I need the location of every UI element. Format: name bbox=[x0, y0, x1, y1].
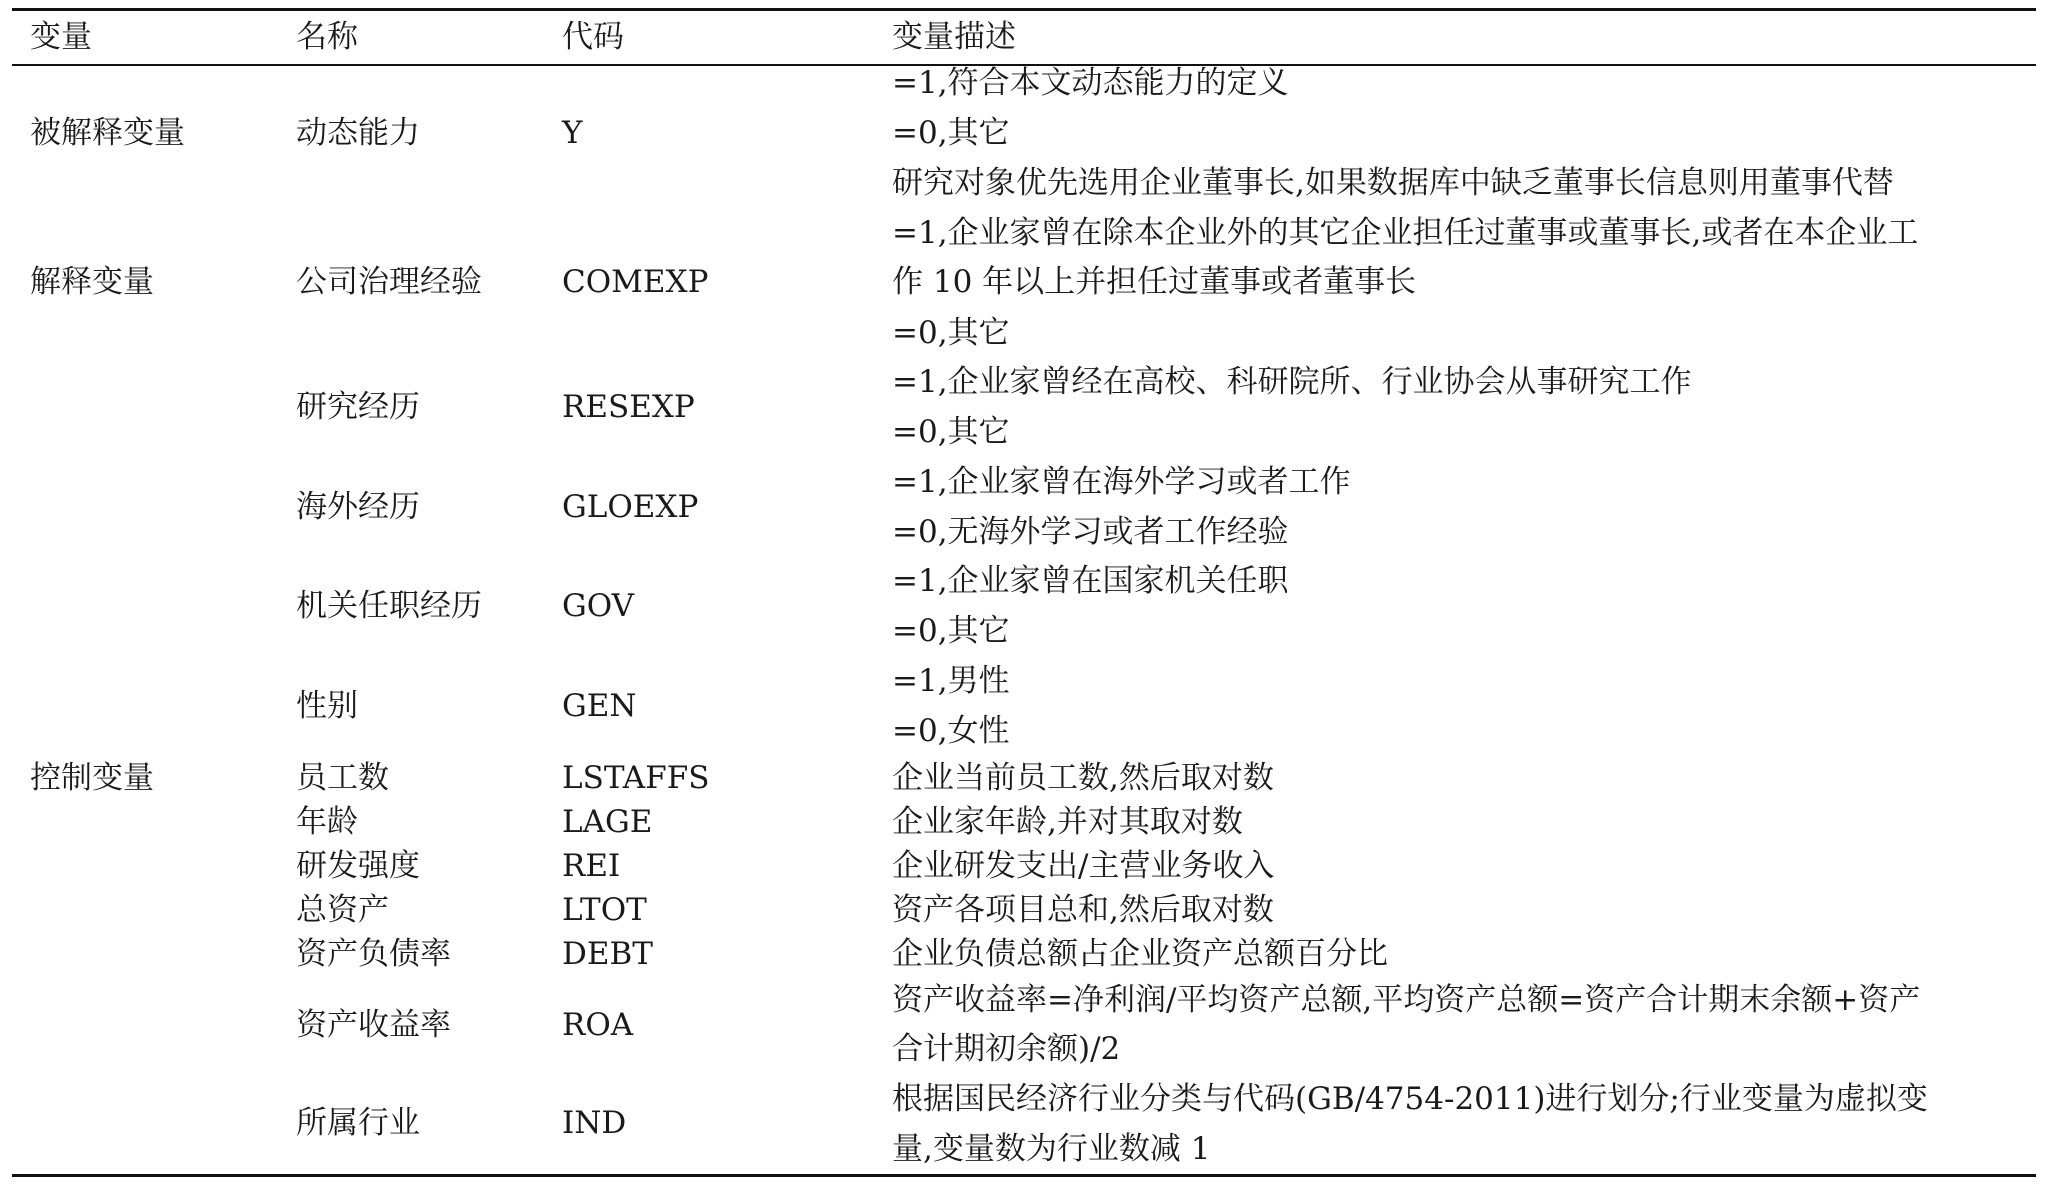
category-cell: 被解释变量 bbox=[30, 115, 185, 151]
description-line: =1,符合本文动态能力的定义 bbox=[892, 65, 1289, 101]
name-cell: 研究经历 bbox=[296, 389, 420, 425]
code-cell: GOV bbox=[562, 588, 635, 624]
description-line: =1,企业家曾在海外学习或者工作 bbox=[892, 464, 1351, 500]
code-cell: RESEXP bbox=[562, 389, 695, 425]
description-line: =1,企业家曾经在高校、科研院所、行业协会从事研究工作 bbox=[892, 364, 1692, 400]
category-cell: 解释变量 bbox=[30, 264, 154, 300]
name-cell: 性别 bbox=[296, 688, 358, 724]
description-line: 合计期初余额)/2 bbox=[892, 1031, 1121, 1067]
description-line: =0,其它 bbox=[892, 115, 1010, 151]
description-line: 作 10 年以上并担任过董事或者董事长 bbox=[892, 264, 1417, 300]
name-cell: 资产收益率 bbox=[296, 1007, 451, 1043]
code-cell: GLOEXP bbox=[562, 489, 699, 525]
code-cell: GEN bbox=[562, 688, 637, 724]
description-line: =0,其它 bbox=[892, 315, 1010, 351]
code-cell: REI bbox=[562, 848, 621, 884]
category-cell: 控制变量 bbox=[30, 760, 154, 796]
description-line: =0,无海外学习或者工作经验 bbox=[892, 514, 1289, 550]
description-line: 量,变量数为行业数减 1 bbox=[892, 1131, 1211, 1167]
name-cell: 动态能力 bbox=[296, 115, 420, 151]
description-line: =1,企业家曾在除本企业外的其它企业担任过董事或董事长,或者在本企业工 bbox=[892, 215, 1919, 251]
name-cell: 员工数 bbox=[296, 760, 389, 796]
name-cell: 总资产 bbox=[296, 892, 389, 928]
code-cell: COMEXP bbox=[562, 264, 709, 300]
description-line: =1,企业家曾在国家机关任职 bbox=[892, 563, 1289, 599]
header-description: 变量描述 bbox=[892, 19, 1016, 55]
description-line: 资产各项目总和,然后取对数 bbox=[892, 892, 1274, 928]
description-line: 企业当前员工数,然后取对数 bbox=[892, 760, 1274, 796]
code-cell: LTOT bbox=[562, 892, 647, 928]
code-cell: LAGE bbox=[562, 804, 653, 840]
header-code: 代码 bbox=[562, 19, 624, 55]
description-line: =1,男性 bbox=[892, 663, 1010, 699]
description-line: 资产收益率=净利润/平均资产总额,平均资产总额=资产合计期末余额+资产 bbox=[892, 982, 1921, 1018]
header-name: 名称 bbox=[296, 19, 358, 55]
name-cell: 公司治理经验 bbox=[296, 264, 482, 300]
description-line: 根据国民经济行业分类与代码(GB/4754-2011)进行划分;行业变量为虚拟变 bbox=[892, 1081, 1928, 1117]
code-cell: LSTAFFS bbox=[562, 760, 710, 796]
name-cell: 所属行业 bbox=[296, 1105, 420, 1141]
description-line: =0,其它 bbox=[892, 613, 1010, 649]
name-cell: 研发强度 bbox=[296, 848, 420, 884]
description-line: =0,其它 bbox=[892, 414, 1010, 450]
description-line: =0,女性 bbox=[892, 713, 1010, 749]
code-cell: ROA bbox=[562, 1007, 634, 1043]
name-cell: 资产负债率 bbox=[296, 936, 451, 972]
header-variable: 变量 bbox=[30, 19, 92, 55]
description-line: 企业家年龄,并对其取对数 bbox=[892, 804, 1243, 840]
description-line: 企业研发支出/主营业务收入 bbox=[892, 848, 1275, 884]
name-cell: 海外经历 bbox=[296, 489, 420, 525]
code-cell: IND bbox=[562, 1105, 627, 1141]
table-bottom-rule bbox=[12, 1174, 2036, 1177]
name-cell: 机关任职经历 bbox=[296, 588, 482, 624]
name-cell: 年龄 bbox=[296, 804, 358, 840]
description-line: 研究对象优先选用企业董事长,如果数据库中缺乏董事长信息则用董事代替 bbox=[892, 165, 1894, 201]
code-cell: Y bbox=[562, 115, 583, 151]
code-cell: DEBT bbox=[562, 936, 653, 972]
description-line: 企业负债总额占企业资产总额百分比 bbox=[892, 936, 1388, 972]
